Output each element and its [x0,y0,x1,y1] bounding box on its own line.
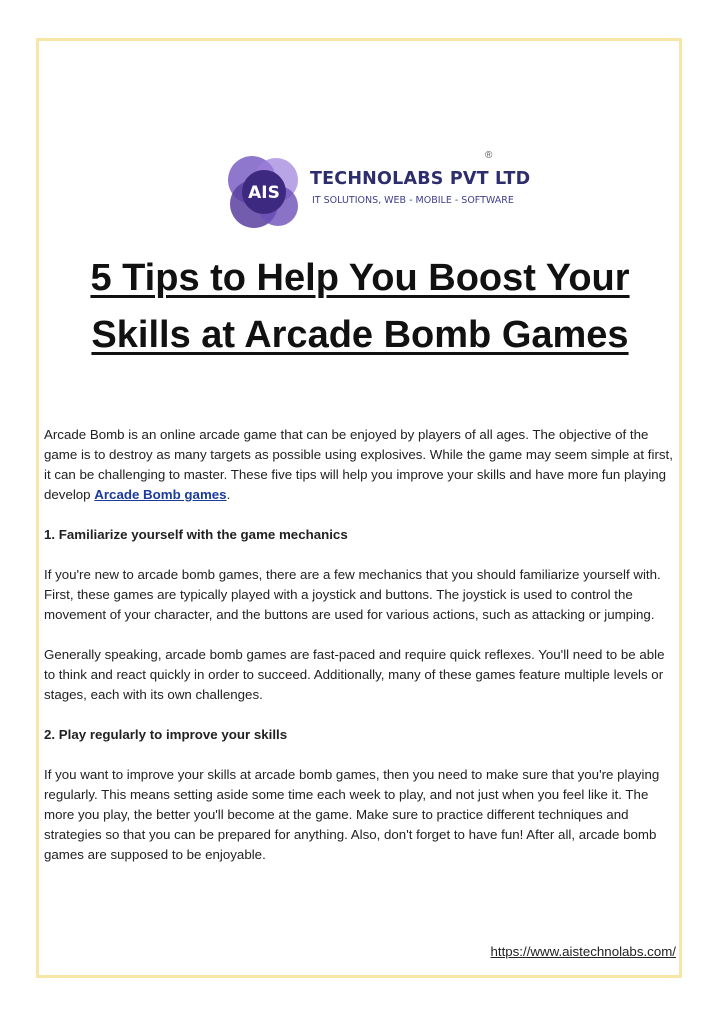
registered-mark: ® [485,150,493,161]
section1-paragraph-1: If you're new to arcade bomb games, there are a few mechanics that you should familiarize yourself with. First, these games are typically played with a joystick and buttons. The joystick is used to control the movement of your character, and the buttons are used for various actions, such as attacking or jumping. [44,567,661,622]
section2-heading: 2. Play regularly to improve your skills [44,727,288,742]
intro-text: Arcade Bomb is an online arcade game that can be enjoyed by players of all ages. The objective of the game is to destroy as many targets as possible using explosives. While the game may seem simple at first, it can be challenging to master. These five tips will help you improve your skills and have more fun playing develop [44,427,673,502]
page-title: 5 Tips to Help You Boost Your Skills at Arcade Bomb Games [90,257,630,356]
logo-company-name: TECHNOLABS PVT LTD [310,169,531,189]
footer-website-link[interactable]: https://www.aistechnolabs.com/ [490,944,676,959]
section2-paragraph-1: If you want to improve your skills at arcade bomb games, then you need to make sure that you're playing regularly. This means setting aside some time each week to play, and not just when you feel like it. The more you play, the better you'll become at the game. Make sure to practice different techniques and strategies so that you can be prepared for anything. Also, don't forget to have fun! After all, arcade bomb games are supposed to be enjoyable. [44,767,660,862]
logo-mark-text: AIS [248,183,280,203]
intro-after-link: . [226,487,231,502]
company-logo [222,150,531,234]
logo-tagline: IT SOLUTIONS, WEB - MOBILE - SOFTWARE [312,195,514,206]
arcade-bomb-games-link[interactable]: Arcade Bomb games [94,487,227,502]
article-body [44,425,678,865]
logo-mark-icon [222,150,306,234]
intro-paragraph [44,425,678,505]
section1-paragraph-2: Generally speaking, arcade bomb games are fast-paced and require quick reflexes. You'll need to be able to think and react quickly in order to succeed. Additionally, many of these games feature multiple levels or stages, each with its own challenges. [44,647,665,702]
section1-heading: 1. Familiarize yourself with the game mechanics [44,527,348,542]
